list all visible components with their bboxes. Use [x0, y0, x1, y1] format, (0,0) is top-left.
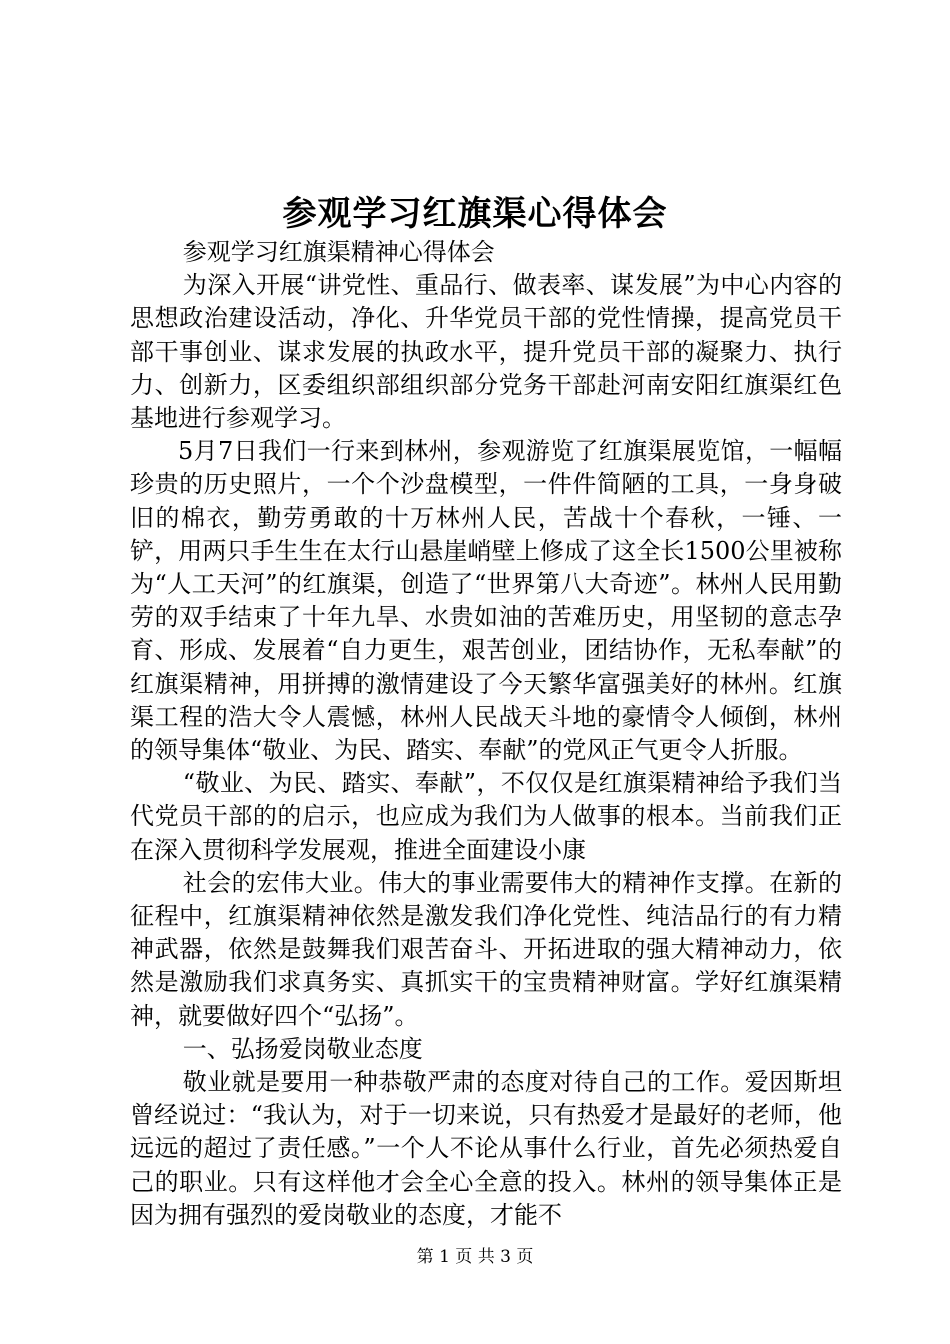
document-body: [130, 236, 842, 1232]
spirit-paragraph: “敬业、为民、踏实、奉献”，不仅仅是红旗渠精神给予我们当代党员干部的的启示，也应成为我们为人做事的根本。当前我们正在深入贯彻科学发展观，推进全面建设小康: [130, 769, 842, 864]
subtitle-paragraph: 参观学习红旗渠精神心得体会: [182, 238, 495, 266]
document-title: 参观学习红旗渠心得体会: [282, 194, 668, 234]
intro-paragraph: 为深入开展“讲党性、重品行、做表率、谋发展”为中心内容的思想政治建设活动，净化、升华党员干部的党性情操，提高党员干部干事创业、谋求发展的执政水平，提升党员干部的凝聚力、执行力、创新力，区委组织部组织部分党务干部赴河南安阳红旗渠红色基地进行参观学习。: [130, 271, 842, 433]
section-heading: 一、弘扬爱岗敬业态度: [182, 1034, 423, 1063]
visit-paragraph: 5月7日我们一行来到林州，参观游览了红旗渠展览馆，一幅幅珍贵的历史照片，一个个沙盘模型，一件件简陋的工具，一身身破旧的棉衣，勤劳勇敢的十万林州人民，苦战十个春秋，一锤、一铲，用两只手生生在太行山悬崖峭壁上修成了这全长1500公里被称为“人工天河”的红旗渠，创造了“世界第八大奇迹”。林州人民用勤劳的双手结束了十年九旱、水贵如油的苦难历史，用坚韧的意志孕育、形成、发展着“自力更生，艰苦创业，团结协作，无私奉献”的红旗渠精神，用拼搏的激情建设了今天繁华富强美好的林州。红旗渠工程的浩大令人震憾，林州人民战天斗地的豪情令人倾倒，林州的领导集体“敬业、为民、踏实、奉献”的党风正气更令人折服。: [130, 437, 842, 765]
mission-paragraph: 社会的宏伟大业。伟大的事业需要伟大的精神作支撑。在新的征程中，红旗渠精神依然是激发我们净化党性、纯洁品行的有力精神武器，依然是鼓舞我们艰苦奋斗、开拓进取的强大精神动力，依然是激励我们求真务实、真抓实干的宝贵精神财富。学好红旗渠精神，就要做好四个“弘扬”。: [130, 868, 842, 1030]
dedication-paragraph: 敬业就是要用一种恭敬严肃的态度对待自己的工作。爱因斯坦曾经说过：“我认为，对于一切来说，只有热爱才是最好的老师，他远远的超过了责任感。”一个人不论从事什么行业，首先必须热爱自己的职业。只有这样他才会全心全意的投入。林州的领导集体正是因为拥有强烈的爱岗敬业的态度，才能不: [130, 1068, 842, 1229]
page-footer: 第 1 页 共 3 页: [416, 1247, 534, 1267]
